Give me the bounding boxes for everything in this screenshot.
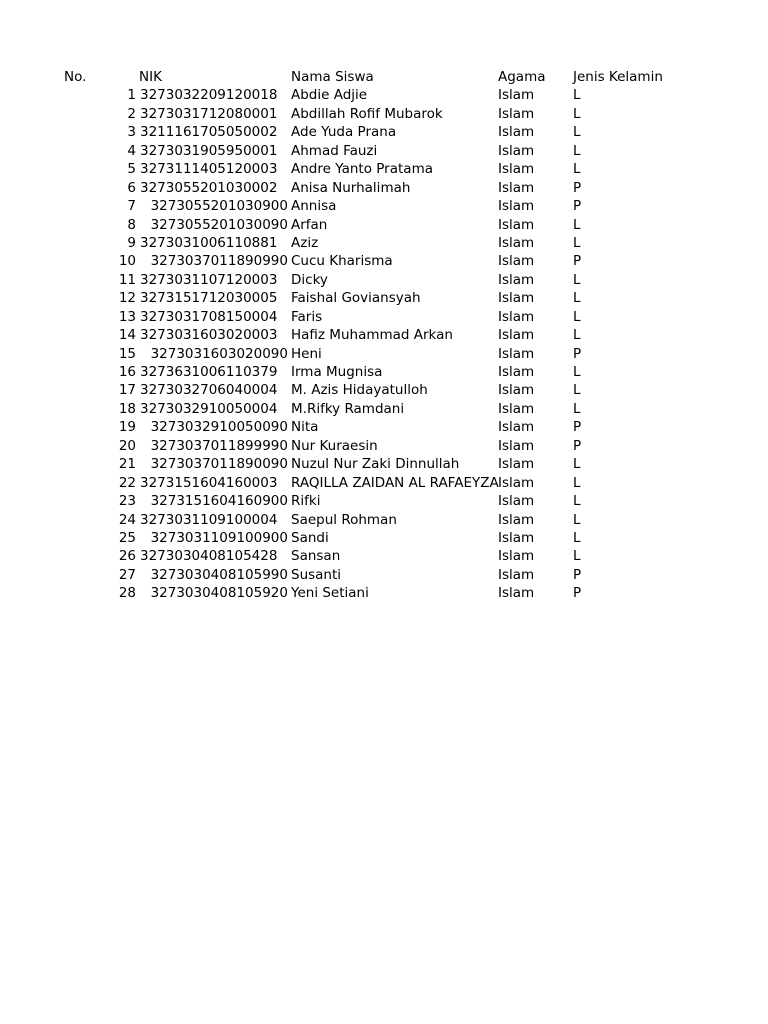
table-row (0, 123, 768, 141)
cell-nama: Abdie Adjie (291, 87, 368, 104)
cell-agama: Islam (498, 105, 535, 122)
student-table (0, 68, 768, 603)
cell-jenis-kelamin: L (573, 234, 581, 251)
cell-jenis-kelamin: P (573, 585, 582, 602)
cell-no: 14 (118, 327, 136, 344)
cell-agama: Islam (498, 308, 535, 325)
table-row (0, 216, 768, 234)
cell-nama: Nur Kuraesin (291, 437, 378, 454)
cell-agama: Islam (498, 566, 535, 583)
cell-no: 18 (118, 400, 136, 417)
table-row (0, 566, 768, 584)
cell-agama: Islam (498, 364, 535, 380)
cell-no: 27 (118, 566, 136, 583)
cell-agama: Islam (498, 511, 535, 528)
cell-nama: Andre Yanto Pratama (291, 161, 433, 178)
cell-jenis-kelamin: L (573, 493, 581, 510)
cell-no: 9 (127, 234, 136, 251)
cell-no: 5 (127, 161, 136, 178)
cell-nik: 3273032209120018 (140, 87, 278, 104)
table-row (0, 400, 768, 418)
cell-nama: Susanti (291, 566, 342, 583)
cell-nik: 3273030408105428 (140, 548, 278, 565)
cell-jenis-kelamin: L (573, 271, 581, 288)
table-row (0, 584, 768, 602)
table-row (0, 345, 768, 363)
cell-nik: 3273031708150004 (140, 308, 278, 325)
cell-jenis-kelamin: L (573, 87, 581, 104)
cell-nik: 3273030408105920 (150, 585, 288, 602)
cell-nik: 3273151604160003 (140, 474, 278, 491)
cell-nik: 3273031006110881 (140, 234, 278, 251)
cell-agama: Islam (498, 419, 535, 436)
cell-jenis-kelamin: L (573, 105, 581, 122)
table-row (0, 474, 768, 492)
cell-jenis-kelamin: L (573, 456, 581, 473)
cell-agama: Islam (498, 161, 535, 178)
cell-no: 23 (118, 493, 136, 510)
cell-nama: Anisa Nurhalimah (291, 179, 411, 196)
cell-nik: 3273037011890090 (150, 456, 288, 473)
table-row (0, 179, 768, 197)
cell-no: 25 (118, 529, 136, 546)
cell-nik: 3273031905950001 (140, 142, 278, 159)
cell-no: 13 (118, 308, 136, 325)
cell-nama: Cucu Kharisma (291, 253, 393, 270)
cell-no: 6 (127, 179, 136, 196)
table-row (0, 197, 768, 215)
cell-nik: 3273030408105990 (150, 566, 288, 583)
cell-nama: Heni (291, 345, 322, 362)
cell-nik: 3273111405120003 (140, 161, 278, 178)
table-row (0, 160, 768, 178)
cell-jenis-kelamin: L (573, 142, 581, 159)
cell-jenis-kelamin: L (573, 548, 581, 565)
cell-jenis-kelamin: L (573, 511, 581, 528)
cell-nama: M. Azis Hidayatulloh (291, 382, 428, 399)
cell-nama: Faishal Goviansyah (291, 290, 421, 307)
cell-nik: 3273032910050004 (140, 400, 278, 417)
cell-jenis-kelamin: P (573, 437, 582, 454)
cell-agama: Islam (498, 327, 535, 344)
cell-jenis-kelamin: P (573, 253, 582, 270)
cell-jenis-kelamin: L (573, 216, 581, 233)
table-row (0, 455, 768, 473)
cell-nama: Annisa (291, 198, 337, 215)
cell-no: 16 (118, 364, 136, 380)
cell-agama: Islam (498, 456, 535, 473)
cell-jenis-kelamin: L (573, 290, 581, 307)
header-nik: NIK (139, 69, 162, 85)
cell-nama: RAQILLA ZAIDAN AL RAFAEYZA (291, 474, 499, 491)
cell-nama: Nita (291, 419, 319, 436)
cell-jenis-kelamin: P (573, 198, 582, 215)
header-nama-siswa: Nama Siswa (291, 69, 374, 85)
cell-agama: Islam (498, 345, 535, 362)
header-jenis-kelamin: Jenis Kelamin (573, 69, 663, 85)
cell-nik: 3273032910050090 (150, 419, 288, 436)
table-row (0, 529, 768, 547)
cell-nama: Nuzul Nur Zaki Dinnullah (291, 456, 460, 473)
cell-no: 26 (118, 548, 136, 565)
cell-agama: Islam (498, 124, 535, 141)
cell-jenis-kelamin: L (573, 382, 581, 399)
cell-nama: Sandi (291, 529, 329, 546)
cell-nik: 3273037011890990 (150, 253, 288, 270)
cell-jenis-kelamin: L (573, 400, 581, 417)
cell-no: 10 (118, 253, 136, 270)
table-row (0, 363, 768, 381)
cell-nik: 3273031109100004 (140, 511, 278, 528)
cell-no: 7 (127, 198, 136, 215)
table-header-row (0, 68, 768, 86)
cell-nik: 3273031603020003 (140, 327, 278, 344)
table-row (0, 105, 768, 123)
table-body (0, 86, 768, 602)
cell-nik: 3211161705050002 (140, 124, 278, 141)
cell-nama: Rifki (291, 493, 321, 510)
cell-agama: Islam (498, 271, 535, 288)
cell-jenis-kelamin: L (573, 308, 581, 325)
cell-no: 28 (118, 585, 136, 602)
cell-nik: 3273151604160900 (150, 493, 288, 510)
cell-no: 8 (127, 216, 136, 233)
table-row (0, 381, 768, 399)
cell-agama: Islam (498, 198, 535, 215)
cell-no: 4 (127, 142, 136, 159)
table-row (0, 418, 768, 436)
table-row (0, 142, 768, 160)
cell-agama: Islam (498, 585, 535, 602)
cell-agama: Islam (498, 437, 535, 454)
cell-nama: Aziz (291, 234, 319, 251)
cell-no: 22 (118, 474, 136, 491)
cell-agama: Islam (498, 253, 535, 270)
cell-jenis-kelamin: L (573, 124, 581, 141)
cell-nama: Abdillah Rofif Mubarok (291, 105, 443, 122)
cell-agama: Islam (498, 142, 535, 159)
table-row (0, 511, 768, 529)
cell-nik: 3273055201030090 (150, 216, 288, 233)
table-row (0, 547, 768, 565)
table-row (0, 326, 768, 344)
header-agama: Agama (498, 69, 546, 85)
cell-no: 17 (118, 382, 136, 399)
cell-jenis-kelamin: L (573, 161, 581, 178)
cell-nik: 3273031109100900 (150, 529, 288, 546)
cell-jenis-kelamin: P (573, 345, 582, 362)
cell-nama: Faris (291, 308, 323, 325)
cell-nik: 3273151712030005 (140, 290, 278, 307)
cell-nik: 3273037011899990 (150, 437, 288, 454)
table-row (0, 492, 768, 510)
cell-no: 24 (118, 511, 136, 528)
cell-nik: 3273055201030900 (150, 198, 288, 215)
cell-jenis-kelamin: P (573, 419, 582, 436)
table-row (0, 308, 768, 326)
cell-agama: Islam (498, 87, 535, 104)
cell-no: 20 (118, 437, 136, 454)
cell-nama: Irma Mugnisa (291, 364, 383, 380)
table-row (0, 437, 768, 455)
cell-nik: 3273031603020090 (150, 345, 288, 362)
cell-agama: Islam (498, 548, 535, 565)
cell-no: 1 (127, 87, 136, 104)
cell-agama: Islam (498, 216, 535, 233)
cell-jenis-kelamin: P (573, 179, 582, 196)
cell-no: 11 (118, 271, 136, 288)
cell-no: 21 (118, 456, 136, 473)
cell-nama: Dicky (291, 271, 328, 288)
cell-agama: Islam (498, 290, 535, 307)
cell-no: 2 (127, 105, 136, 122)
cell-agama: Islam (498, 400, 535, 417)
table-row (0, 252, 768, 270)
cell-no: 15 (118, 345, 136, 362)
cell-agama: Islam (498, 529, 535, 546)
cell-jenis-kelamin: L (573, 529, 581, 546)
cell-agama: Islam (498, 382, 535, 399)
cell-nama: Arfan (291, 216, 328, 233)
table-row (0, 86, 768, 104)
table-row (0, 289, 768, 307)
cell-no: 12 (118, 290, 136, 307)
cell-nama: Hafiz Muhammad Arkan (291, 327, 453, 344)
cell-jenis-kelamin: P (573, 566, 582, 583)
cell-nama: Ahmad Fauzi (291, 142, 378, 159)
cell-jenis-kelamin: L (573, 327, 581, 344)
table-row (0, 234, 768, 252)
cell-agama: Islam (498, 493, 535, 510)
cell-nik: 3273055201030002 (140, 179, 278, 196)
cell-nama: Yeni Setiani (291, 585, 369, 602)
cell-jenis-kelamin: L (573, 364, 581, 380)
cell-nik: 3273031107120003 (140, 271, 278, 288)
cell-agama: Islam (498, 234, 535, 251)
cell-nik: 3273032706040004 (140, 382, 278, 399)
cell-nama: Ade Yuda Prana (291, 124, 397, 141)
header-no: No. (64, 69, 87, 85)
cell-no: 19 (118, 419, 136, 436)
cell-agama: Islam (498, 474, 535, 491)
cell-nama: M.Rifky Ramdani (291, 400, 405, 417)
cell-nama: Saepul Rohman (291, 511, 397, 528)
cell-nik: 3273031712080001 (140, 105, 278, 122)
cell-agama: Islam (498, 179, 535, 196)
cell-jenis-kelamin: L (573, 474, 581, 491)
cell-nama: Sansan (291, 548, 341, 565)
cell-nik: 3273631006110379 (140, 364, 278, 380)
cell-no: 3 (127, 124, 136, 141)
table-row (0, 271, 768, 289)
